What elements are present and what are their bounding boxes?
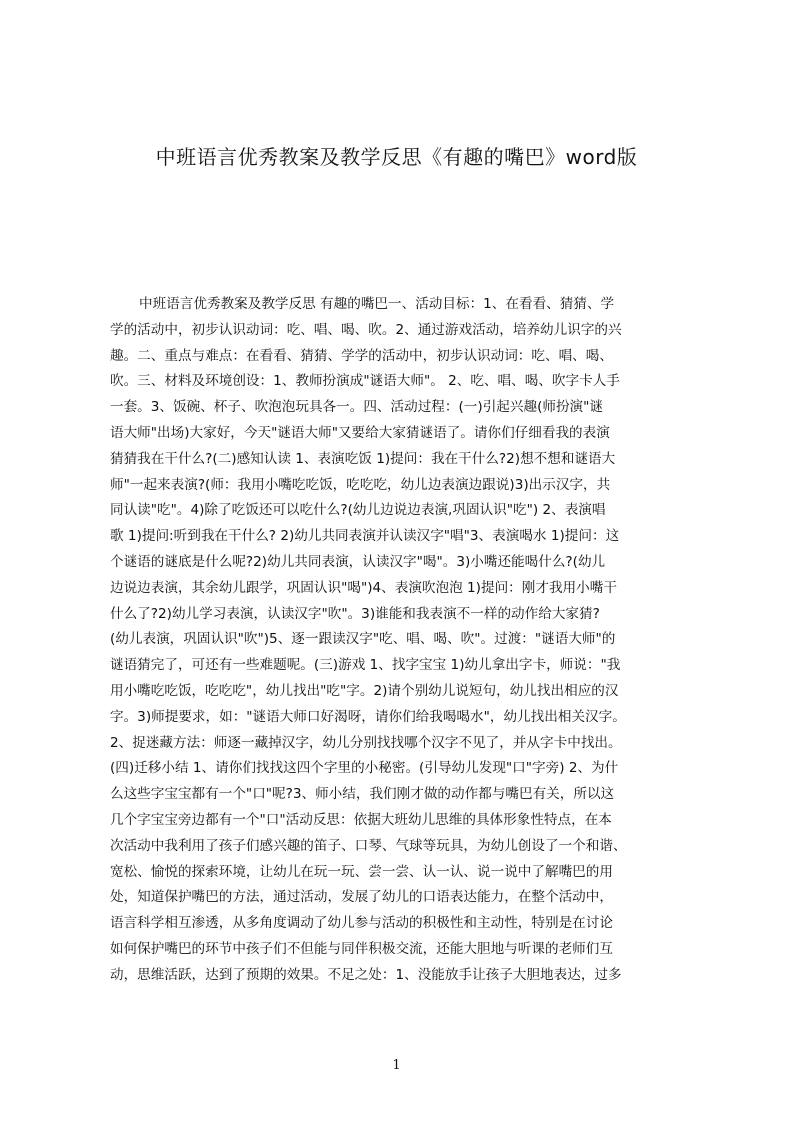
body-line: 吹。三、材料及环境创设：1、教师扮演成"谜语大师"。 2、吃、唱、喝、吹字卡人手 (110, 373, 620, 390)
body-line: 宽松、愉悦的探索环境，让幼儿在玩一玩、尝一尝、认一认、说一说中了解嘴巴的用 (110, 863, 613, 880)
body-line: 几个字宝宝旁边都有一个"口"活动反思：依据大班幼儿思维的具体形象性特点，在本 (110, 811, 612, 828)
body-line: 如何保护嘴巴的环节中孩子们不但能与同伴积极交流，还能大胆地与听课的老师们互 (110, 940, 613, 957)
body-line: 么这些字宝宝都有一个"口"呢?3、师小结，我们刚才做的动作都与嘴巴有关，所以这 (110, 786, 615, 803)
body-line: 用小嘴吃吃饭，吃吃吃"，幼儿找出"吃"字。2)请个别幼儿说短句，幼儿找出相应的汉 (110, 682, 619, 699)
body-line: 语大师"出场)大家好，今天"谜语大师"又要给大家猜谜语了。请你们仔细看我的表演 (110, 424, 610, 441)
body-line: 歌 1)提问:听到我在干什么? 2)幼儿共同表演并认读汉字"唱"3、表演喝水 1)提问：这 (110, 528, 620, 545)
body-line: 个谜语的谜底是什么呢?2)幼儿共同表演，认读汉字"喝"。3)小嘴还能喝什么?(幼儿 (110, 553, 606, 570)
body-line: 学的活动中，初步认识动词：吃、唱、喝、吹。2、通过游戏活动，培养幼儿识字的兴 (110, 321, 622, 338)
body-line: (四)迁移小结 1、请你们找找这四个字里的小秘密。(引导幼儿发现"口"字旁) 2、为什 (110, 760, 619, 777)
body-line: 次活动中我利用了孩子们感兴趣的笛子、口琴、气球等玩具，为幼儿创设了一个和谐、 (110, 837, 627, 854)
document-title: 中班语言优秀教案及教学反思《有趣的嘴巴》word版 (155, 145, 638, 169)
body-line: (幼儿表演，巩固认识"吹")5、逐一跟读汉字"吃、唱、喝、吹"。过渡："谜语大师"的 (110, 631, 616, 648)
body-line: 师"一起来表演?(师：我用小嘴吃吃饭，吃吃吃，幼儿边表演边跟说)3)出示汉字，共 (110, 476, 611, 493)
body-line: 同认读"吃"。4)除了吃饭还可以吃什么?(幼儿边说边表演,巩固认识"吃") 2、表演唱 (110, 502, 606, 519)
body-line: 边说边表演，其余幼儿跟学，巩固认识"喝")4、表演吹泡泡 1)提问：刚才我用小嘴干 (110, 579, 617, 596)
body-line: 趣。二、重点与难点：在看看、猜猜、学学的活动中，初步认识动词：吃、唱、喝、 (110, 347, 613, 364)
page-number: 1 (392, 1058, 401, 1073)
body-line: 2、捉迷藏方法：师逐一藏掉汉字，幼儿分别找找哪个汉字不见了，并从字卡中找出。 (110, 734, 622, 751)
body-line: 语言科学相互渗透，从多角度调动了幼儿参与活动的积极性和主动性，特别是在讨论 (110, 915, 613, 932)
body-line: 字。3)师提要求，如："谜语大师口好渴呀，请你们给我喝喝水"，幼儿找出相关汉字。 (110, 708, 626, 725)
body-line: 中班语言优秀教案及教学反思 有趣的嘴巴一、活动目标：1、在看看、猜猜、学 (139, 296, 615, 312)
body-line: 处，知道保护嘴巴的方法，通过活动，发展了幼儿的口语表达能力，在整个活动中， (110, 889, 613, 906)
body-line: 谜语猜完了，可还有一些难题呢。(三)游戏 1、找字宝宝 1)幼儿拿出字卡，师说："我 (110, 657, 621, 674)
body-line: 一套。3、饭碗、杯子、吹泡泡玩具各一。四、活动过程：(一)引起兴趣(师扮演"谜 (110, 399, 603, 416)
body-line: 猜猜我在干什么?(二)感知认读 1、表演吃饭 1)提问：我在干什么?2)想不想和谜语大 (110, 450, 616, 467)
body-line: 动，思维活跃，达到了预期的效果。不足之处：1、没能放手让孩子大胆地表达，过多 (110, 966, 622, 983)
document-body (110, 292, 697, 1012)
body-line: 什么了?2)幼儿学习表演，认读汉字"吹"。3)谁能和我表演不一样的动作给大家猜? (110, 605, 600, 622)
